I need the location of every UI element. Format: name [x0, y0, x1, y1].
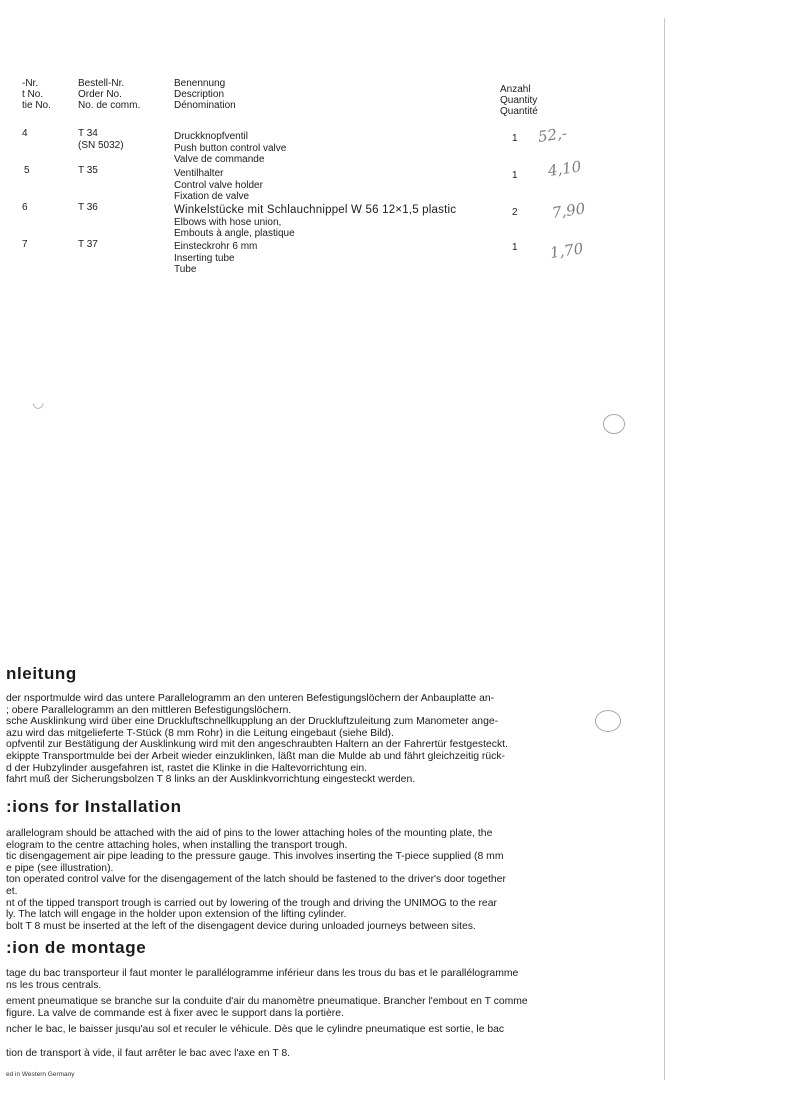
part-position: 6 [22, 202, 28, 213]
scan-mark-icon: ◡ [32, 394, 45, 410]
part-position: 4 [22, 128, 28, 139]
handwritten-price: 52,- [536, 124, 568, 146]
handwritten-price: 1,70 [548, 239, 585, 262]
punch-hole-icon [603, 414, 625, 434]
header-description: Benennung Description Dénomination [174, 78, 236, 111]
punch-hole-icon [595, 710, 621, 732]
part-description: Druckknopfventil Push button control valve Valve de commande [174, 131, 287, 165]
header-quantity: Anzahl Quantity Quantité [500, 84, 538, 117]
part-description: Ventilhalter Control valve holder Fixation de valve [174, 168, 263, 202]
part-description: Winkelstücke mit Schlauchnippel W 56 12×1,5 plastic Elbows with hose union, Embouts à angle, plastique [174, 204, 457, 239]
handwritten-price: 4,10 [546, 157, 583, 180]
part-description: Einsteckrohr 6 mm Inserting tube Tube [174, 241, 258, 275]
part-order-no: T 36 [78, 202, 98, 213]
part-quantity: 2 [512, 207, 518, 218]
header-position: -Nr. t No. tie No. [22, 78, 51, 111]
header-order-no: Bestell-Nr. Order No. No. de comm. [78, 78, 141, 111]
part-quantity: 1 [512, 133, 518, 144]
part-position: 5 [24, 165, 30, 176]
part-quantity: 1 [512, 242, 518, 253]
german-instructions: der nsportmulde wird das untere Parallelogramm an den unteren Befestigungslöchern der Anbauplatte an- ; obere Parallelogramm an den mittleren Befestigungslöchern. sche Ausklinkung wird über eine Druckluftschnellkupplung an der Druckluftzuleitung zum Manometer ange- azu wird das mitgelieferte T-Stück (8 mm Rohr) in die Leitung eingebaut (siehe Bild). opfventil zur Bestätigung der Ausklinkung wird mit den angeschraubten Haltern an der Fahrertür festgesteckt. ekippte Transportmulde bei der Arbeit wieder einzuklinken, läßt man die Mulde ab und fährt gleichzeitig rück- d der Hubzylinder ausgefahren ist, rastet die Klinke in die Haltevorrichtung ein. fahrt muß der Sicherungsbolzen T 8 links an der Ausklinkvorrichtung eingesteckt werden. [6, 693, 508, 786]
french-instructions: tage du bac transporteur il faut monter le parallélogramme inférieur dans les trous du bas et le parallélogramme ns les trous centrals. ement pneumatique se branche sur la conduite d'air du manomètre pneumatique. Brancher l'embout en T comme figure. La valve de commande est à fixer avec le support dans la portière. ncher le bac, le baisser jusqu'au sol et reculer le véhicule. Dès que le cylindre pneumatique est sortie, le bac tion de transport à vide, il faut arrêter le bac avec l'axe en T 8. [6, 968, 528, 1059]
section-heading-french: :ion de montage [6, 938, 147, 957]
printed-in-footer: ed in Western Germany [6, 1071, 75, 1078]
section-heading-english: :ions for Installation [6, 797, 182, 816]
english-instructions: arallelogram should be attached with the aid of pins to the lower attaching holes of the mounting plate, the elogram to the centre attaching holes, when installing the transport trough. tic disengagement air pipe leading to the pressure gauge. This involves inserting the T-piece supplied (8 mm e pipe (see illustration). ton operated control valve for the disengagement of the latch should be fastened to the driver's door together et. nt of the tipped transport trough is carried out by lowering of the trough and driving the UNIMOG to the rear ly. The latch will engage in the holder upon extension of the lifting cylinder. bolt T 8 must be inserted at the left of the disengagent device during unloaded journeys between sites. [6, 828, 506, 932]
page-edge-rule [664, 18, 665, 1080]
part-position: 7 [22, 239, 28, 250]
part-order-no: T 34 (SN 5032) [78, 128, 124, 151]
handwritten-price: 7,90 [550, 199, 587, 222]
section-heading-german: nleitung [6, 664, 77, 683]
part-quantity: 1 [512, 170, 518, 181]
part-order-no: T 35 [78, 165, 98, 176]
part-order-no: T 37 [78, 239, 98, 250]
